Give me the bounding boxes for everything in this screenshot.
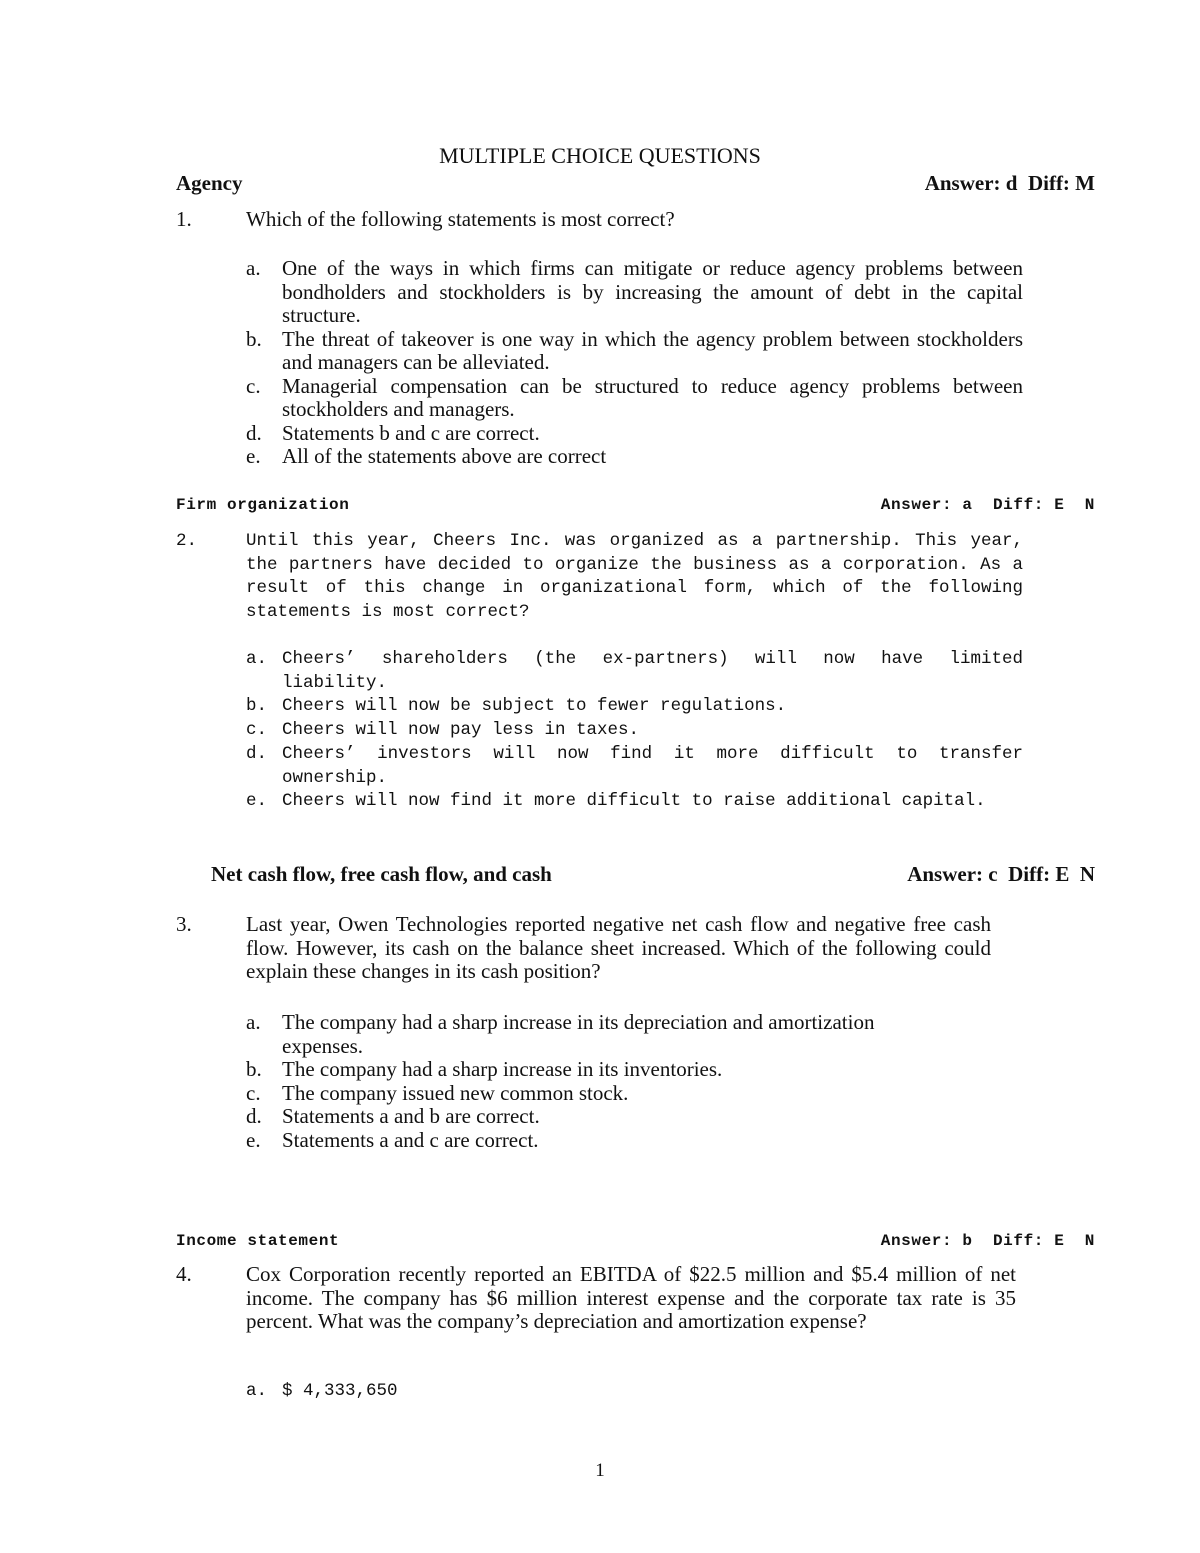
option-label: c. <box>246 720 268 741</box>
option-1e <box>246 445 1023 469</box>
question-2-topic: Firm organization <box>176 496 350 514</box>
option-label: e. <box>246 444 261 468</box>
option-label: a. <box>246 256 261 280</box>
option-text: Statements a and c are correct. <box>282 1127 539 1152</box>
question-4-options <box>246 1380 1023 1404</box>
option-label: b. <box>246 696 268 717</box>
question-1-topic: Agency <box>176 171 243 195</box>
question-1-text: Which of the following statements is most correct? <box>246 207 675 231</box>
option-2a <box>246 648 1023 695</box>
question-4-topic: Income statement <box>176 1232 340 1250</box>
option-label: c. <box>246 373 261 398</box>
option-text: The company had a sharp increase in its depreciation and amortization expenses. <box>282 1010 875 1058</box>
option-label: a. <box>246 1010 261 1034</box>
option-3c <box>246 1082 946 1106</box>
option-3d <box>246 1105 946 1129</box>
option-label: a. <box>246 649 268 669</box>
question-2-answer-diff: Answer: a Diff: E N <box>880 496 1095 514</box>
option-text: Cheers will now find it more difficult to raise additional capital. <box>282 791 986 812</box>
option-1a <box>246 257 1023 328</box>
option-label: b. <box>246 326 262 351</box>
option-label: d. <box>246 1104 262 1128</box>
question-3-number: 3. <box>176 912 192 936</box>
option-text: The company issued new common stock. <box>282 1080 629 1105</box>
option-text: The threat of takeover is one way in which the agency problem between stockholders and managers can be alleviated. <box>282 326 1023 374</box>
option-label: c. <box>246 1080 261 1105</box>
option-text: Cheers’ shareholders (the ex-partners) will now have limited liability. <box>282 649 1023 693</box>
question-2-options <box>246 648 1023 814</box>
option-3e <box>246 1129 946 1153</box>
question-1-options <box>246 257 1023 469</box>
option-text: $ 4,333,650 <box>282 1381 398 1401</box>
option-2b <box>246 695 1023 719</box>
option-1d <box>246 422 1023 446</box>
option-text: One of the ways in which firms can mitigate or reduce agency problems between bondholders and stockholders is by increasing the amount of debt in the capital structure. <box>282 256 1023 327</box>
question-3-options <box>246 1011 946 1152</box>
option-text: Cheers will now pay less in taxes. <box>282 720 640 741</box>
question-4-text: Cox Corporation recently reported an EBITDA of $22.5 million and $5.4 million of net income. The company has $6 million interest expense and the corporate tax rate is 35 percent. What was the company’s depreciation and amortization expense? <box>246 1262 1016 1333</box>
question-2-text: Until this year, Cheers Inc. was organized as a partnership. This year, the partners have decided to organize the business as a corporation. As a result of this change in organizational form, which of the following statements is most correct? <box>246 531 1023 623</box>
option-label: d. <box>246 743 268 764</box>
option-text: Statements a and b are correct. <box>282 1104 540 1128</box>
question-4-answer-diff: Answer: b Diff: E N <box>880 1232 1095 1250</box>
page-number: 1 <box>595 1460 605 1481</box>
question-3-answer-diff: Answer: c Diff: E N <box>907 862 1095 886</box>
option-text: Managerial compensation can be structured to reduce agency problems between stockholders and managers. <box>282 373 1023 421</box>
question-4-number: 4. <box>176 1262 192 1286</box>
option-3b <box>246 1058 946 1082</box>
option-label: a. <box>246 1381 268 1401</box>
question-2-number: 2. <box>176 531 198 551</box>
question-3-topic: Net cash flow, free cash flow, and cash <box>211 862 552 886</box>
question-3-text: Last year, Owen Technologies reported negative net cash flow and negative free cash flow. However, its cash on the balance sheet increased. Which of the following could explain these changes in its cash position? <box>246 912 991 983</box>
option-4a <box>246 1380 1023 1404</box>
option-2e <box>246 790 1023 814</box>
option-label: e. <box>246 791 268 812</box>
question-1-number: 1. <box>176 207 192 231</box>
option-text: Cheers’ investors will now find it more difficult to transfer ownership. <box>282 743 1023 788</box>
option-text: The company had a sharp increase in its inventories. <box>282 1057 723 1081</box>
option-label: b. <box>246 1057 262 1081</box>
option-label: e. <box>246 1127 261 1152</box>
option-2d <box>246 743 1023 790</box>
option-3a <box>246 1011 946 1058</box>
option-2c <box>246 719 1023 743</box>
page-title: MULTIPLE CHOICE QUESTIONS <box>439 143 761 168</box>
question-1-answer-diff: Answer: d Diff: M <box>924 171 1095 195</box>
option-1b <box>246 328 1023 375</box>
option-text: All of the statements above are correct <box>282 444 607 468</box>
option-text: Cheers will now be subject to fewer regulations. <box>282 696 787 717</box>
option-label: d. <box>246 420 262 445</box>
option-1c <box>246 375 1023 422</box>
option-text: Statements b and c are correct. <box>282 420 540 445</box>
